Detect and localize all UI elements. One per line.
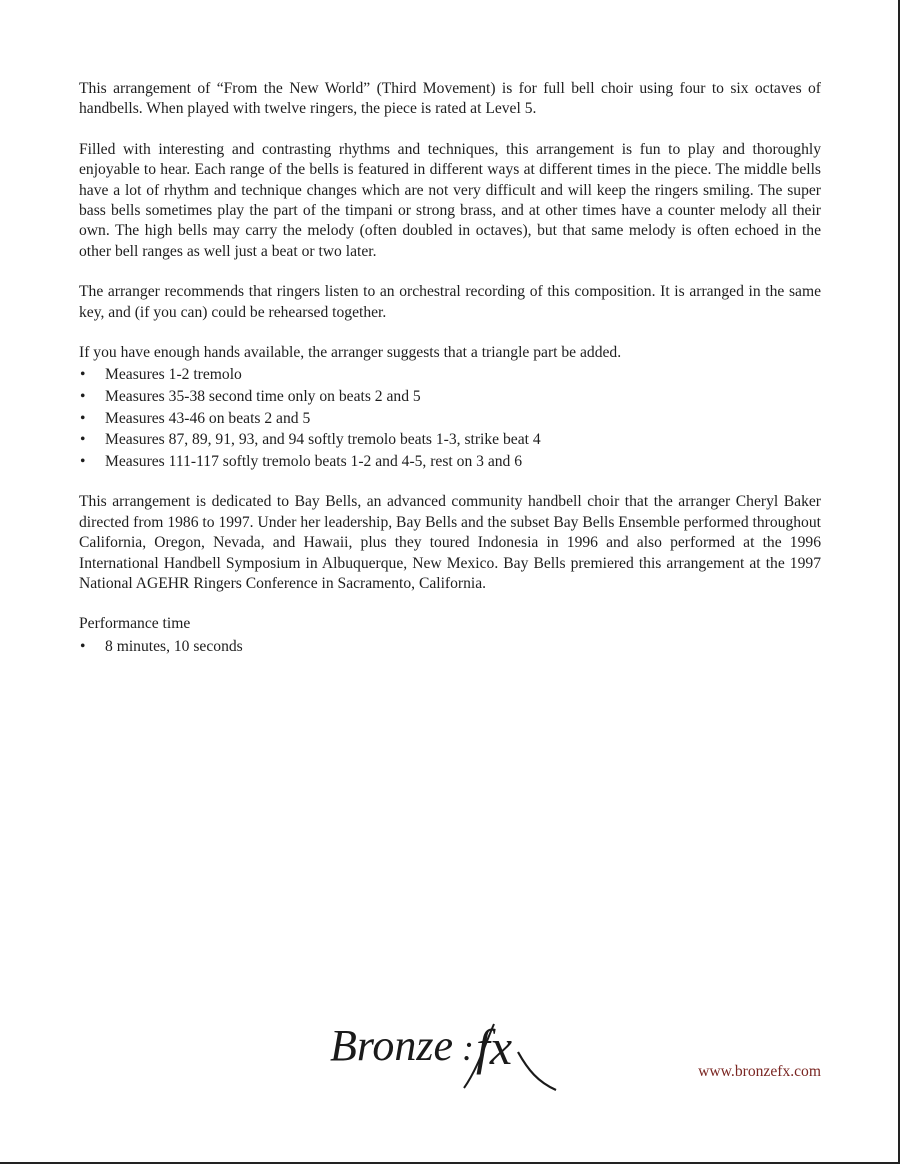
- triangle-intro-paragraph: If you have enough hands available, the arranger suggests that a triangle part be added.: [79, 344, 622, 362]
- website-link[interactable]: www.bronzefx.com: [698, 1063, 821, 1080]
- list-item: • Measures 35-38 second time only on beats 2 and 5: [79, 386, 821, 408]
- list-item: • Measures 87, 89, 91, 93, and 94 softly tremolo beats 1-3, strike beat 4: [79, 429, 821, 451]
- list-item: • Measures 43-46 on beats 2 and 5: [79, 408, 821, 430]
- bronzefx-logo: [328, 1012, 564, 1098]
- performance-time-heading: Performance time: [79, 615, 191, 633]
- performance-time-list: [79, 636, 821, 658]
- dedication-paragraph: This arrangement is dedicated to Bay Bells, an advanced community handbell choir that the arranger Cheryl Baker directed from 1986 to 1997. Under her leadership, Bay Bells and the subset Bay Bells Ensemble performed throughout California, Oregon, Nevada, and Hawaii, plus they toured Indonesia in 1996 and also performed at the 1996 International Handbell Symposium in Albuquerque, New Mexico. Bay Bells premiered this arrangement at the 1997 National AGEHR Ringers Conference in Sacramento, California.: [79, 493, 821, 593]
- logo-fx: fx: [476, 1019, 513, 1075]
- list-item: • Measures 1-2 tremolo: [79, 364, 821, 386]
- triangle-measures-list: [79, 364, 821, 472]
- bronzefx-logo-graphic: [328, 1012, 564, 1098]
- intro-paragraph: This arrangement of “From the New World” (Third Movement) is for full bell choir using four to six octaves of handbells. When played with twelve ringers, the piece is rated at Level 5.: [79, 80, 821, 118]
- document-body: [79, 79, 821, 677]
- logo-x-swash: [518, 1052, 556, 1090]
- description-paragraph: Filled with interesting and contrasting rhythms and techniques, this arrangement is fun to play and thoroughly enjoyable to hear. Each range of the bells is featured in different ways at different times in the piece. The middle bells have a lot of rhythm and technique changes which are not very difficult and will keep the ringers smiling. The super bass bells sometimes play the part of the timpani or strong brass, and at other times have a counter melody all their own. The high bells may carry the melody (often doubled in octaves), but that same melody is often echoed in the other bell ranges as well just a beat or two later.: [79, 140, 821, 260]
- list-item: • 8 minutes, 10 seconds: [79, 636, 821, 658]
- logo-separator: :: [462, 1028, 474, 1068]
- recommendation-paragraph: The arranger recommends that ringers listen to an orchestral recording of this composition. It is arranged in the same key, and (if you can) could be rehearsed together.: [79, 283, 821, 321]
- logo-wordmark: Bronze: [330, 1021, 454, 1070]
- list-item: • Measures 111-117 softly tremolo beats 1-2 and 4-5, rest on 3 and 6: [79, 451, 821, 473]
